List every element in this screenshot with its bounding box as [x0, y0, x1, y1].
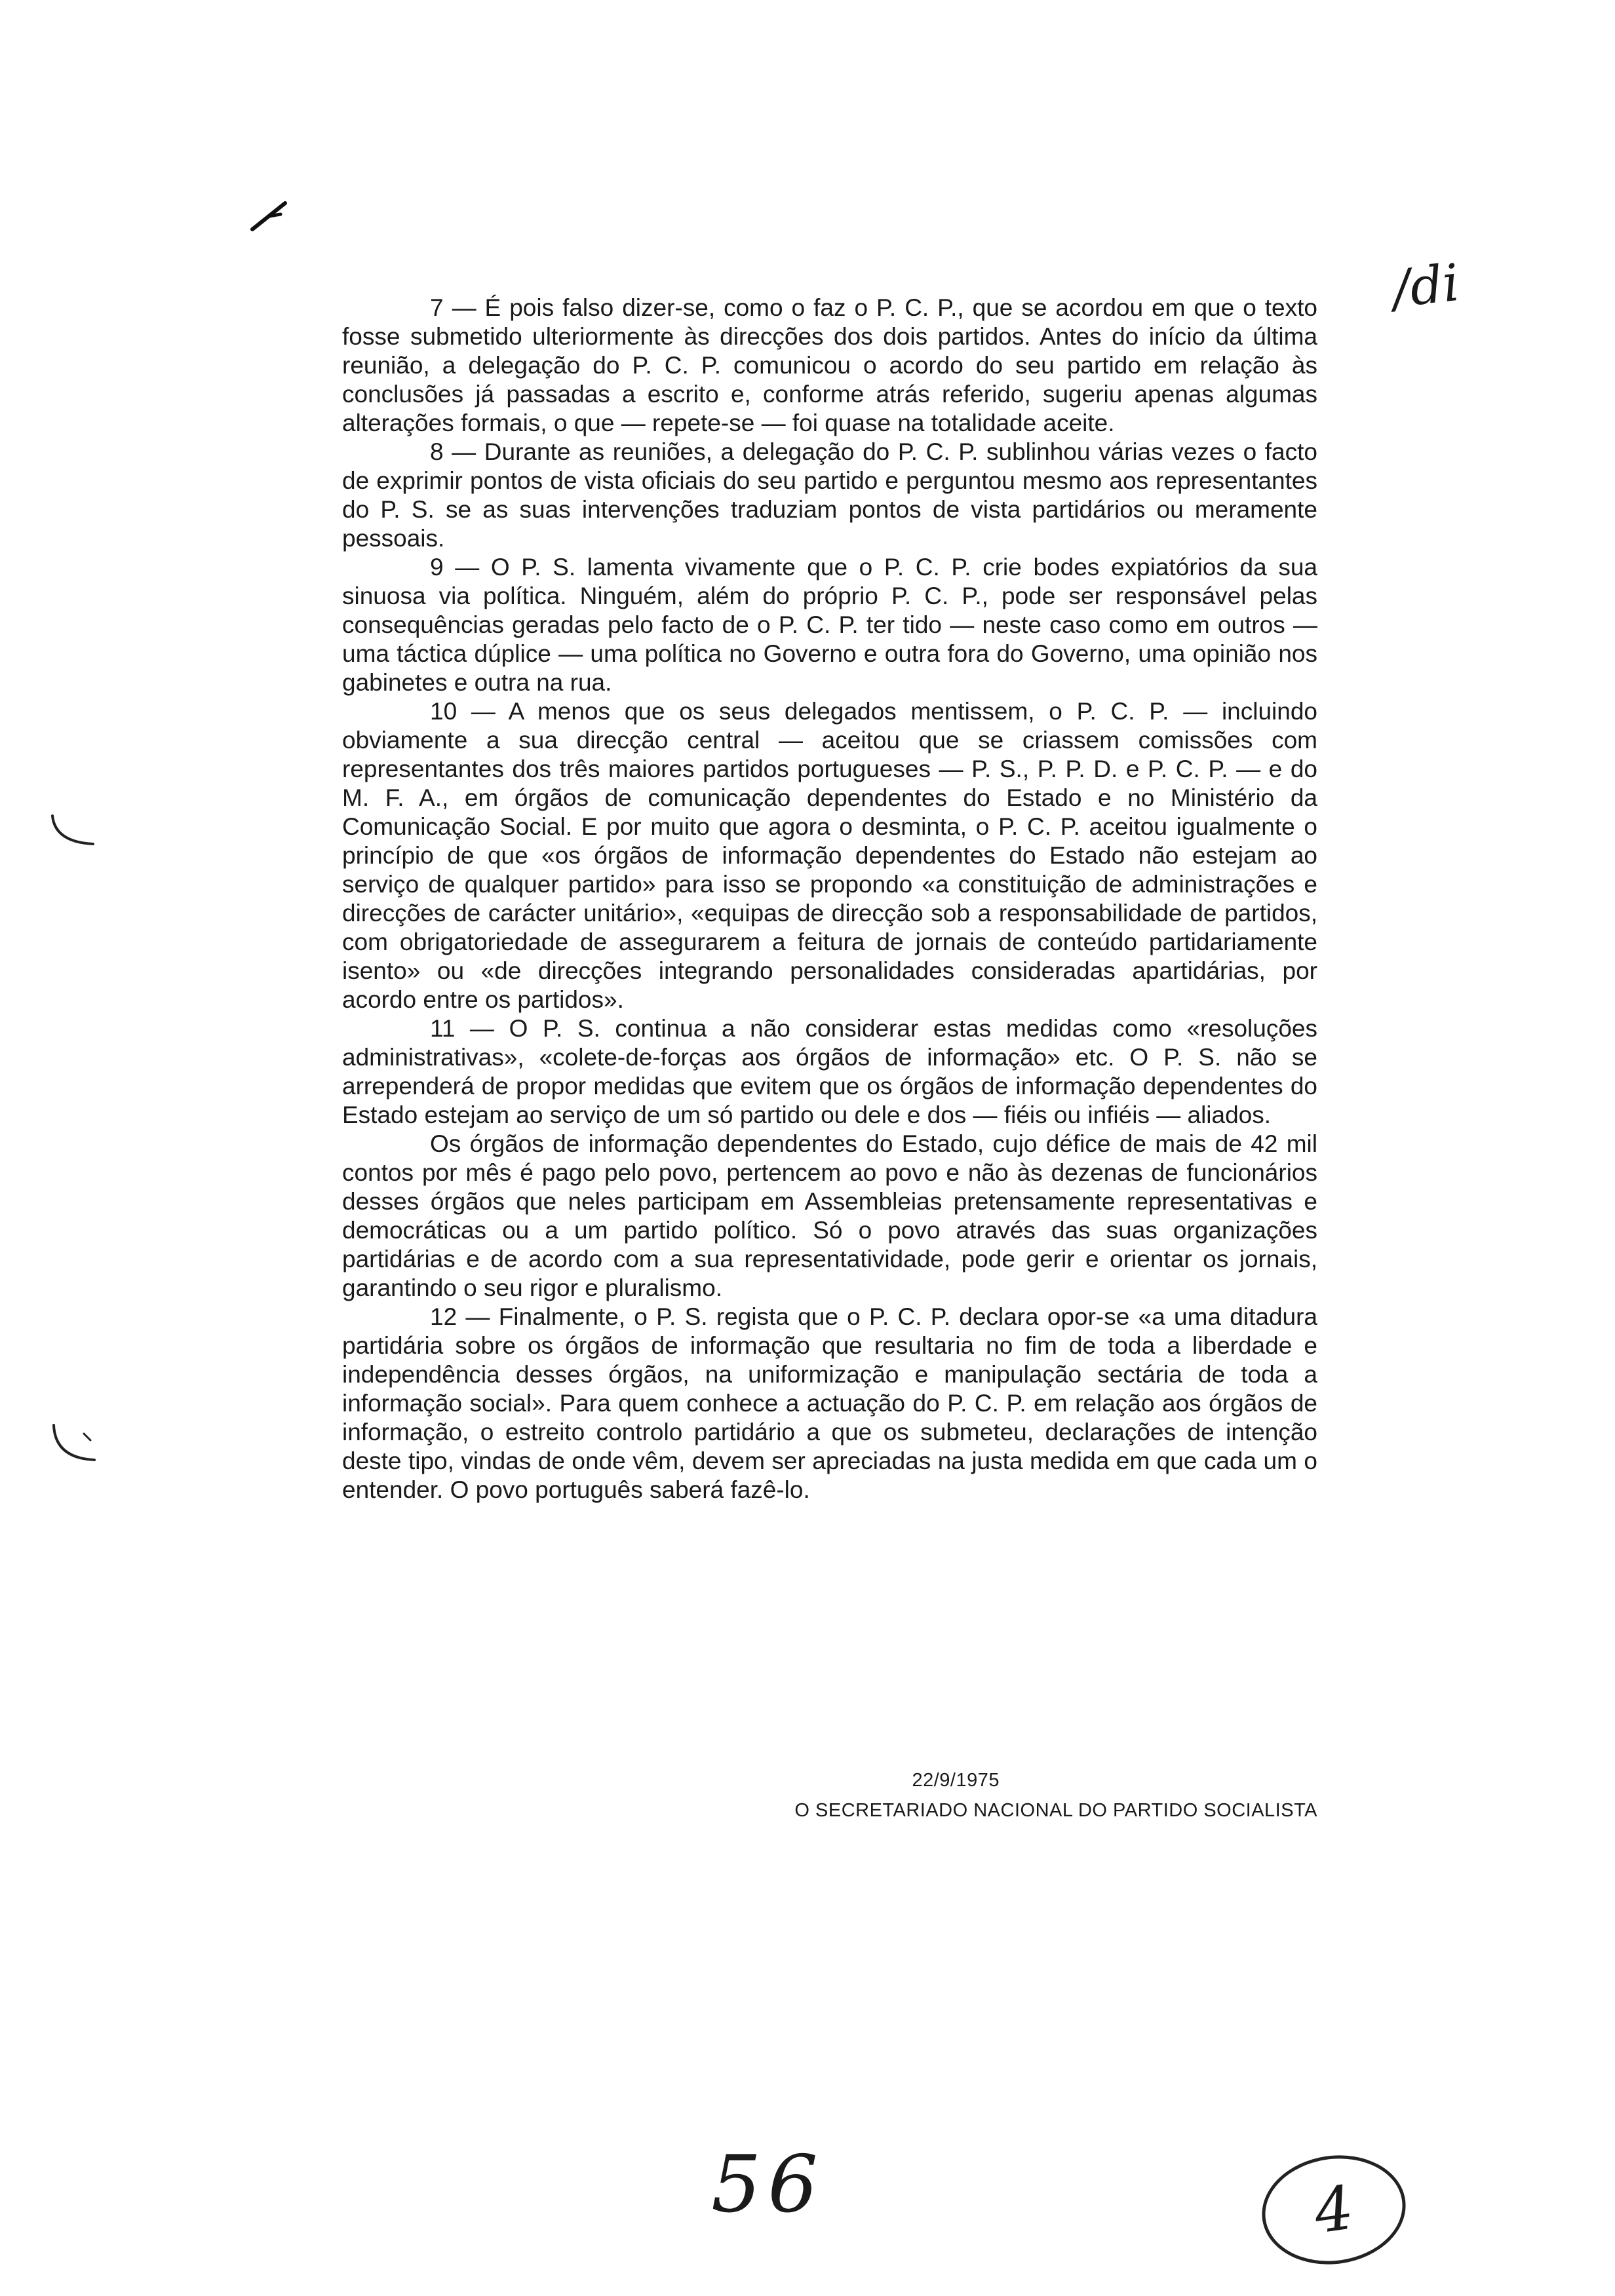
circled-page-number — [1255, 2146, 1413, 2273]
punch-mark-upper — [47, 813, 100, 852]
paragraph-9: 9 — O P. S. lamenta vivamente que o P. C. P. crie bodes expiatórios da sua sinuosa via política. Ninguém, além do próprio P. C. P., pode ser responsável pelas consequências geradas pelo facto de o P. C. P. ter tido — neste caso como em outros — uma táctica dúplice — uma política no Governo e outra fora do Governo, uma opinião nos gabinetes e outra na rua. — [342, 554, 1317, 696]
paragraph-11-continued: Os órgãos de informação dependentes do Estado, cujo défice de mais de 42 mil contos por mês é pago pelo povo, pertencem ao povo e não às dezenas de funcionários desses órgãos que neles participam em Assembleias pretensamente representativas e democráticas ou a um partido político. Só o povo através das suas organizações partidárias e de acordo com a sua representatividade, pode gerir e orientar os jornais, garantindo o seu rigor e pluralismo. — [342, 1130, 1317, 1301]
signature-name: O SECRETARIADO NACIONAL DO PARTIDO SOCIALISTA — [794, 1800, 1317, 1821]
paragraph-7: 7 — É pois falso dizer-se, como o faz o P. C. P., que se acordou em que o texto fosse submetido ulteriormente às direcções dos dois partidos. Antes do início da última reunião, a delegação do P. C. P. comunicou o acordo do seu partido em relação às conclusões já passadas a escrito e, conforme atrás referido, sugeriu apenas algumas alterações formais, o que — repete-se — foi quase na totalidade aceite. — [342, 294, 1317, 436]
paragraph-10: 10 — A menos que os seus delegados mentissem, o P. C. P. — incluindo obviamente a sua direcção central — aceitou que se criassem comissões com representantes dos três maiores partidos portugueses — P. S., P. P. D. e P. C. P. — e do M. F. A., em órgãos de comunicação dependentes do Estado e no Ministério da Comunicação Social. E por muito que agora o desminta, o P. C. P. aceitou igualmente o princípio de que «os órgãos de informação dependentes do Estado não estejam ao serviço de qualquer partido» para isso se propondo «a constituição de administrações e direcções de carácter unitário», «equipas de direcção sob a responsabilidade de partidos, com obrigatoriedade de assegurarem a feitura de jornais de conteúdo partidariamente isento» ou «de direcções integrando personalidades consideradas apartidárias, por acordo entre os partidos». — [342, 698, 1317, 1013]
handwritten-page-number: 56 — [711, 2139, 825, 2230]
circled-number-text: 4 — [1310, 2172, 1358, 2248]
handwritten-margin-note: /di — [1390, 253, 1462, 320]
pen-tick-mark — [249, 200, 288, 233]
paragraph-12: 12 — Finalmente, o P. S. regista que o P. C. P. declara opor-se «a uma ditadura partidária sobre os órgãos de informação que resultaria no fim de toda a liberdade e independência desses órgãos, na uniformização e manipulação sectária de toda a informação social». Para quem conhece a actuação do P. C. P. em relação aos órgãos de informação, o estreito controlo partidário a que os submeteu, declarações de intenção deste tipo, vindas de onde vêm, devem ser apreciadas na justa medida em que cada um o entender. O povo português saberá fazê-lo. — [342, 1303, 1317, 1503]
paragraph-11: 11 — O P. S. continua a não considerar estas medidas como «resoluções administrativas», «colete-de-forças aos órgãos de informação» etc. O P. S. não se arrependerá de propor medidas que evitem que os órgãos de informação dependentes do Estado estejam ao serviço de um só partido ou dele e dos — fiéis ou infiéis — aliados. — [342, 1015, 1317, 1128]
signature-block — [662, 1765, 1317, 1826]
punch-mark-lower — [47, 1422, 100, 1468]
signature-date: 22/9/1975 — [912, 1770, 1000, 1791]
document-body — [342, 294, 1317, 1504]
paragraph-8: 8 — Durante as reuniões, a delegação do P. C. P. sublinhou várias vezes o facto de exprimir pontos de vista oficiais do seu partido e perguntou mesmo aos representantes do P. S. se as suas intervenções traduziam pontos de vista partidários ou meramente pessoais. — [342, 438, 1317, 552]
